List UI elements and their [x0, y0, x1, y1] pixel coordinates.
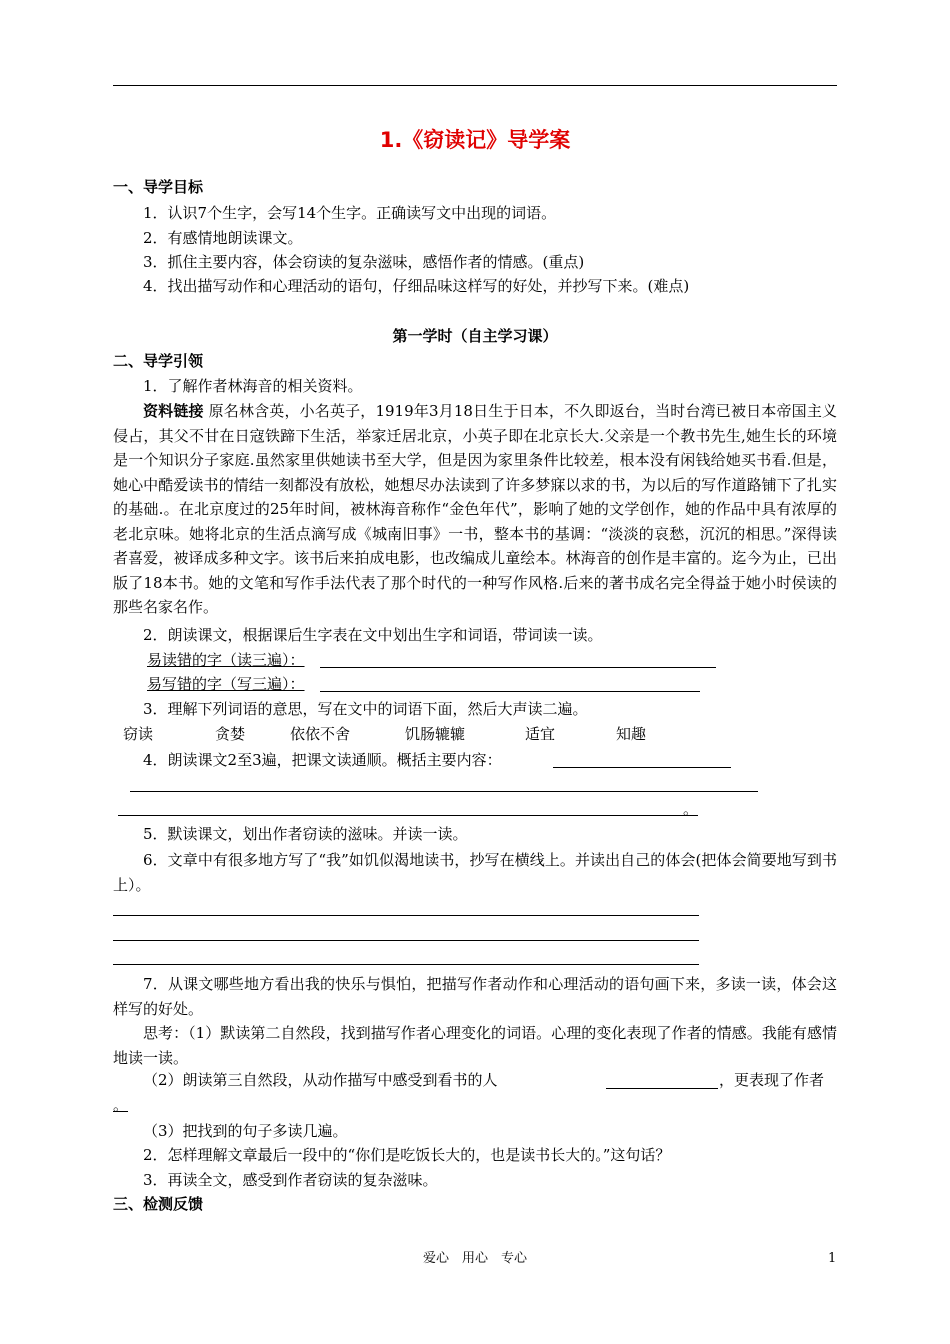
copy-blank-3[interactable]: [113, 964, 699, 965]
resource-link-paragraph: [113, 399, 837, 620]
page-number: 1: [828, 1251, 837, 1266]
guide-item-1: 1．了解作者林海音的相关资料。: [143, 377, 363, 395]
resource-link-label: 资料链接: [143, 402, 204, 420]
guide-item-3: 3．理解下列词语的意思，写在文中的词语下面，然后大声读二遍。: [143, 700, 588, 718]
lesson-title: 第一学时（自主学习课）: [392, 327, 558, 345]
section1-heading: 一、导学目标: [113, 178, 204, 196]
think-3: （3）把找到的句子多读几遍。: [143, 1122, 348, 1140]
section3-heading: 三、检测反馈: [113, 1195, 204, 1213]
page-title: 1.《窃读记》导学案: [379, 128, 571, 152]
word-5: 适宜: [525, 725, 556, 743]
header-rule: [113, 85, 837, 86]
easy-write-label: 易写错的字（写三遍）：: [147, 675, 305, 693]
guide-item-9: 3．再读全文，感受到作者窃读的复杂滋味。: [143, 1171, 438, 1189]
guide-item-5: 5．默读课文，划出作者窃读的滋味。并读一读。: [143, 825, 468, 843]
summary-blank-3[interactable]: [118, 815, 698, 816]
guide-item-4: 4．朗读课文2至3遍，把课文读通顺。概括主要内容：: [143, 751, 502, 769]
goal-item-4: 4．找出描写动作和心理活动的语句，仔细品味这样写的好处，并抄写下来。(难点): [143, 277, 690, 295]
word-6: 知趣: [616, 725, 647, 743]
goal-item-2: 2．有感情地朗读课文。: [143, 229, 303, 247]
guide-item-2: 2．朗读课文，根据课后生字表在文中划出生字和词语，带词读一读。: [143, 626, 603, 644]
footer-motto: 爱心 用心 专心: [422, 1251, 527, 1266]
easy-read-label: 易读错的字（读三遍）：: [147, 651, 305, 669]
think-2-text-b: ，更表现了作者: [719, 1071, 825, 1089]
goal-item-3: 3．抓住主要内容，体会窃读的复杂滋味，感悟作者的情感。(重点): [143, 253, 585, 271]
think-2-text: （2）朗读第三自然段，从动作描写中感受到看书的人: [143, 1071, 498, 1089]
goal-item-1: 1．认识7个生字，会写14个生字。正确读写文中出现的词语。: [143, 204, 557, 222]
summary-blank-2[interactable]: [130, 791, 758, 792]
summary-blank-1[interactable]: [553, 767, 731, 768]
think-2-blank[interactable]: [606, 1088, 718, 1089]
word-2: 贪婪: [215, 725, 246, 743]
resource-link-text: 原名林含英，小名英子，1919年3月18日生于日本，不久即返台，当时台湾已被日本帝国主义侵占，其父不甘在日寇铁蹄下生活，举家迁居北京，小英子即在北京长大.父亲是一个教书先生,她生长的环境是一个知识分子家庭.虽然家里供她读书至大学，但是因为家里条件比较差，根本没有闲钱给她买书看.但是，她心中酷爱读书的情结一刻都没有放松，她想尽办法读到了许多梦寐以求的书，为以后的写作道路铺下了扎实的基础.。在北京度过的25年时间，被林海音称作“金色年代”，影响了她的文学创作，她的作品中具有浓厚的老北京味。她将北京的生活点滴写成《城南旧事》一书，整本书的基调：“淡淡的哀愁，沉沉的相思。”深得读者喜爱，被译成多种文字。该书后来拍成电影，也改编成儿童绘本。林海音的创作是丰富的。迄今为止，已出版了18本书。她的文笔和写作手法代表了那个时代的一种写作风格.后来的著书成名完全得益于她小时侯读的那些名家名作。: [113, 402, 837, 616]
easy-write-blank[interactable]: [320, 691, 700, 692]
summary-period: 。: [683, 800, 699, 818]
word-3: 依依不舍: [290, 725, 351, 743]
guide-item-6: 6．文章中有很多地方写了“我”如饥似渴地读书，抄写在横线上。并读出自己的体会(把体会简要地写到书上）。: [113, 851, 837, 894]
copy-blank-2[interactable]: [113, 940, 699, 941]
think-1: 思考：（1）默读第二自然段，找到描写作者心理变化的词语。心理的变化表现了作者的情感。我能有感情地读一读。: [113, 1024, 837, 1067]
word-4: 饥肠辘辘: [405, 725, 466, 743]
word-1: 窃读: [123, 725, 154, 743]
section2-heading: 二、导学引领: [113, 352, 204, 370]
easy-read-blank[interactable]: [320, 667, 716, 668]
think-2-end: 。: [113, 1096, 129, 1114]
guide-item-8: 2．怎样理解文章最后一段中的“你们是吃饭长大的，也是读书长大的。”这句话？: [143, 1146, 671, 1164]
guide-item-7: 7．从课文哪些地方看出我的快乐与惧怕，把描写作者动作和心理活动的语句画下来，多读一读，体会这样写的好处。: [113, 975, 837, 1018]
copy-blank-1[interactable]: [113, 915, 699, 916]
